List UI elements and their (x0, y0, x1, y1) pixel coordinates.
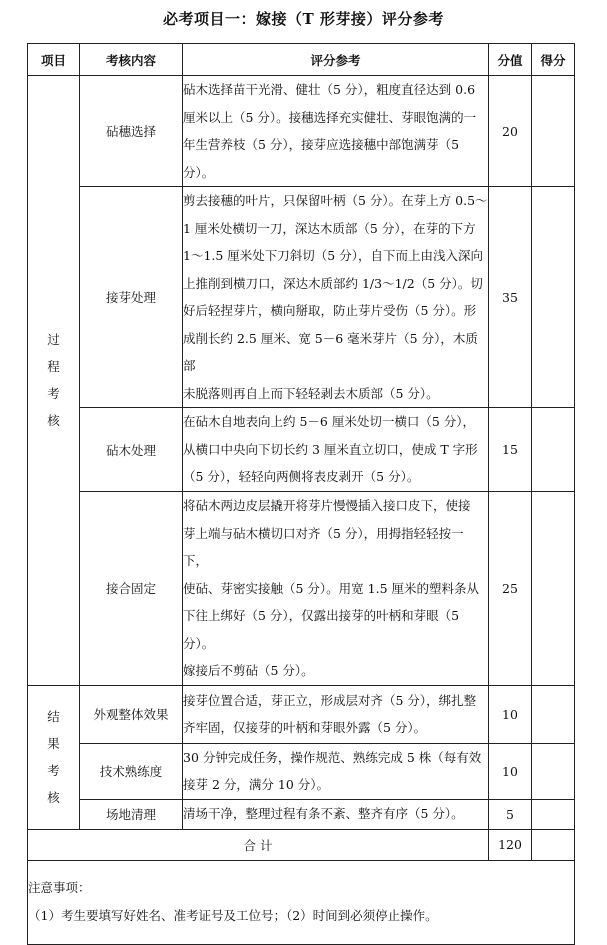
got-cell[interactable] (532, 492, 575, 686)
got-cell[interactable] (532, 799, 575, 829)
content-cell: 技术熟练度 (80, 743, 183, 799)
reference-line: 使砧、芽密实接触（5 分）。用宽 1.5 厘米的塑料条从 (183, 580, 480, 596)
notes-row (28, 860, 575, 944)
reference-cell (183, 408, 489, 492)
reference-line: 1 厘米处横切一刀，深达木质部（5 分），在芽的下方 (183, 220, 476, 236)
table-row (28, 743, 575, 799)
reference-cell (183, 799, 489, 829)
total-label: 合 计 (28, 829, 489, 860)
header-reference: 评分参考 (183, 44, 489, 76)
got-cell[interactable] (532, 76, 575, 187)
got-cell[interactable] (532, 187, 575, 408)
reference-line: 下往上绑好（5 分），仅露出接芽的叶柄和芽眼（5 分）。 (183, 608, 460, 651)
reference-line: 从横口中央向下切长约 3 厘米直立切口，使成 T 字形 (183, 441, 478, 457)
header-item: 项目 (28, 44, 80, 76)
reference-line: 剪去接穗的叶片，只保留叶柄（5 分）。在芽上方 0.5～ (183, 193, 488, 208)
reference-line: 芽上端与砧木横切口对齐（5 分），用拇指轻轻按一下， (183, 525, 464, 568)
header-score: 分值 (489, 44, 532, 76)
reference-line: （5 分），轻轻向两侧将表皮剥开（5 分）。 (183, 469, 420, 485)
score-cell: 5 (489, 799, 532, 829)
reference-line: 齐牢固，仅接芽的叶柄和芽眼外露（5 分）。 (183, 720, 427, 735)
content-cell: 接合固定 (80, 492, 183, 686)
reference-line: 接芽位置合适，芽正立，形成层对齐（5 分），绑扎整 (183, 692, 477, 708)
category-char: 果 (47, 736, 60, 751)
total-got-cell[interactable] (532, 829, 575, 860)
reference-line: 厘米以上（5 分）。接穗选择充实健壮、芽眼饱满的一 (183, 109, 477, 125)
content-cell: 砧木处理 (80, 408, 183, 492)
header-content: 考核内容 (80, 44, 183, 76)
score-cell: 35 (489, 187, 532, 408)
got-cell[interactable] (532, 408, 575, 492)
reference-cell (183, 76, 489, 187)
category-process-cell (28, 76, 80, 686)
reference-line: 好后轻捏芽片，横向掰取，防止芽片受伤（5 分）。形 (183, 303, 477, 318)
reference-cell (183, 187, 489, 408)
notes-text: （1）考生要填写好姓名、准考证号及工位号；（2）时间到必须停止操作。 (28, 908, 438, 923)
category-char: 考 (47, 763, 60, 778)
total-row (28, 829, 575, 860)
table-row (28, 799, 575, 829)
score-cell: 15 (489, 408, 532, 492)
score-cell: 25 (489, 492, 532, 686)
category-char: 核 (47, 413, 60, 429)
notes-cell (28, 860, 575, 944)
reference-line: 成削长约 2.5 厘米、宽 5－6 毫米芽片（5 分），木质部 (183, 330, 478, 373)
category-result-cell (28, 685, 80, 829)
category-char: 核 (47, 790, 60, 805)
content-cell: 接芽处理 (80, 187, 183, 408)
category-char: 程 (47, 359, 60, 375)
reference-line: 砧木选择苗干光滑、健壮（5 分），粗度直径达到 0.6 (183, 82, 476, 97)
reference-cell (183, 685, 489, 743)
total-score: 120 (489, 829, 532, 860)
reference-cell (183, 492, 489, 686)
header-row (28, 44, 575, 76)
reference-line: 嫁接后不剪砧（5 分）。 (183, 663, 314, 678)
score-cell: 20 (489, 76, 532, 187)
reference-line: 1～1.5 厘米处下刀斜切（5 分），自下而上由浅入深向 (183, 248, 483, 263)
content-cell: 场地清理 (80, 799, 183, 829)
reference-line: 接芽 2 分，满分 10 分）。 (183, 777, 330, 792)
got-cell[interactable] (532, 685, 575, 743)
reference-line: 上推削到横刀口，深达木质部约 1/3～1/2（5 分）。切 (183, 275, 483, 291)
table-row (28, 187, 575, 408)
reference-line: 年生营养枝（5 分），接芽应选接穗中部饱满芽（5 分）。 (183, 137, 460, 180)
scoring-table (27, 43, 575, 945)
category-char: 考 (47, 386, 60, 402)
score-cell: 10 (489, 685, 532, 743)
reference-line: 30 分钟完成任务，操作规范、熟练完成 5 株（每有效 (183, 749, 482, 765)
category-char: 过 (47, 332, 60, 348)
table-row (28, 492, 575, 686)
got-cell[interactable] (532, 743, 575, 799)
table-row (28, 408, 575, 492)
reference-line: 清场干净，整理过程有条不紊、整齐有序（5 分）。 (183, 806, 464, 822)
content-cell: 砧穗选择 (80, 76, 183, 187)
reference-cell (183, 743, 489, 799)
reference-line: 未脱落则再自上而下轻轻剥去木质部（5 分）。 (183, 385, 439, 401)
table-row (28, 685, 575, 743)
content-cell: 外观整体效果 (80, 685, 183, 743)
score-cell: 10 (489, 743, 532, 799)
reference-line: 在砧木自地表向上约 5－6 厘米处切一横口（5 分）， (183, 414, 476, 430)
category-char: 结 (47, 709, 60, 724)
notes-heading: 注意事项： (28, 880, 91, 895)
table-row (28, 76, 575, 187)
reference-line: 将砧木两边皮层撬开将芽片慢慢插入接口皮下，使接 (183, 498, 471, 513)
header-got: 得分 (532, 44, 575, 76)
page-title: 必考项目一：嫁接（T 形芽接）评分参考 (163, 10, 444, 28)
